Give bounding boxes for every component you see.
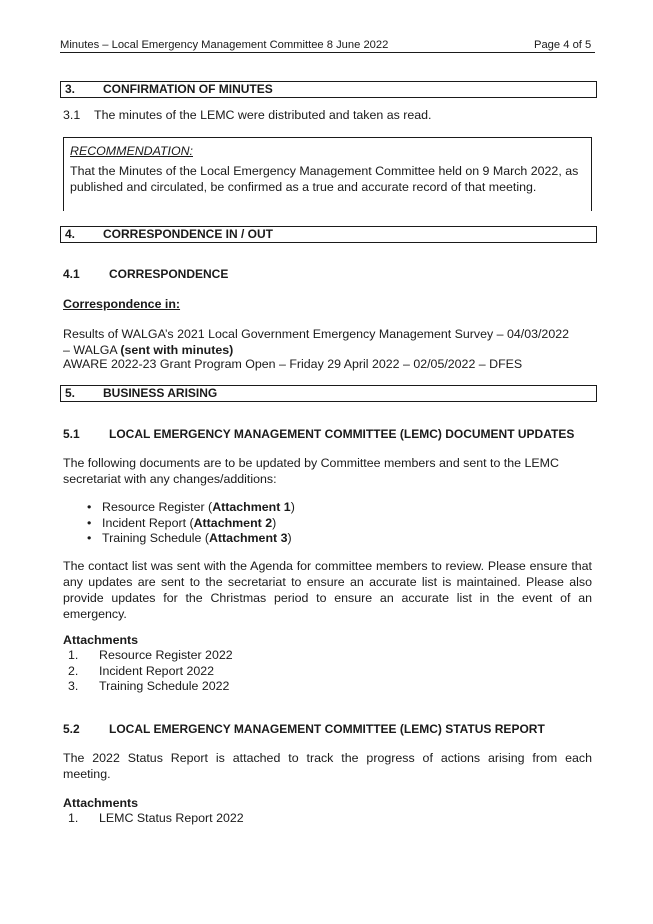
list-item: • Training Schedule (Attachment 3)	[87, 531, 292, 545]
sent-with-minutes-note: (sent with minutes)	[120, 343, 234, 357]
subsection-4-1-heading	[63, 266, 228, 282]
section-title: BUSINESS ARISING	[103, 386, 218, 400]
correspondence-item-2: AWARE 2022-23 Grant Program Open – Friday 29 April 2022 – 02/05/2022 – DFES	[63, 357, 523, 371]
item-3-1	[63, 107, 431, 123]
documents-list	[84, 499, 295, 546]
section-5-header	[60, 385, 597, 402]
section-number: 5.	[65, 386, 76, 400]
page-header-title: Minutes – Local Emergency Management Committee 8 June 2022	[60, 39, 389, 51]
item-text: The minutes of the LEMC were distributed and taken as read.	[94, 108, 432, 122]
list-item: 2. Incident Report 2022	[68, 663, 215, 678]
subsection-5-2-heading	[63, 721, 545, 737]
header-rule	[60, 52, 595, 53]
subsection-5-1-heading	[63, 426, 574, 442]
subsection-number: 4.1	[63, 267, 80, 281]
list-item: • Resource Register (Attachment 1)	[87, 500, 295, 514]
section-4-header	[60, 226, 597, 243]
bullet-icon: •	[87, 500, 92, 514]
subsection-number: 5.1	[63, 427, 80, 441]
recommendation-box	[63, 137, 592, 211]
subsection-title: CORRESPONDENCE	[109, 267, 229, 281]
recommendation-text: That the Minutes of the Local Emergency Management Committee held on 9 March 2022, as published and circulated, be confirmed as a true and accurate record of that meeting.	[70, 164, 579, 194]
document-updates-intro: The following documents are to be updated by Committee members and sent to the LEMC secretariat with any changes/additions:	[63, 456, 559, 486]
status-report-paragraph: The 2022 Status Report is attached to track the progress of actions arising from each meeting.	[63, 751, 592, 781]
correspondence-item-1-line2: – WALGA (sent with minutes)	[63, 343, 234, 357]
bullet-icon: •	[87, 515, 92, 530]
contact-list-paragraph: The contact list was sent with the Agenda for committee members to review. Please ensure that any updates are sent to the secretariat to ensure an accurate list is maintained. Please also provide updates for the Christmas period to ensure an accurate list in the event of an emergency.	[63, 559, 592, 621]
list-item: 1. Resource Register 2022	[68, 648, 233, 662]
attachments-list	[68, 647, 233, 694]
correspondence-item-1-line1: Results of WALGA’s 2021 Local Government Emergency Management Survey – 04/03/2022	[63, 327, 569, 341]
section-title: CORRESPONDENCE IN / OUT	[103, 227, 274, 241]
correspondence-item-1	[63, 326, 592, 358]
list-item: 1. LEMC Status Report 2022	[68, 811, 244, 825]
correspondence-in-label: Correspondence in:	[63, 297, 181, 311]
attachments-heading: Attachments	[63, 633, 139, 647]
subsection-title: LOCAL EMERGENCY MANAGEMENT COMMITTEE (LEMC) STATUS REPORT	[109, 722, 545, 736]
list-item: • Incident Report (Attachment 2)	[87, 515, 277, 530]
item-number: 3.1	[63, 108, 81, 122]
attachments-heading: Attachments	[63, 796, 139, 810]
recommendation-title: RECOMMENDATION:	[70, 144, 193, 158]
page-number: Page 4 of 5	[534, 39, 592, 51]
subsection-number: 5.2	[63, 722, 80, 736]
list-item: 3. Training Schedule 2022	[68, 679, 230, 693]
attachments-list	[68, 810, 244, 826]
section-number: 3.	[65, 82, 76, 96]
bullet-icon: •	[87, 531, 92, 545]
section-title: CONFIRMATION OF MINUTES	[103, 82, 273, 96]
subsection-title: LOCAL EMERGENCY MANAGEMENT COMMITTEE (LEMC) DOCUMENT UPDATES	[109, 427, 575, 441]
section-3-header	[60, 81, 597, 98]
section-number: 4.	[65, 227, 76, 241]
